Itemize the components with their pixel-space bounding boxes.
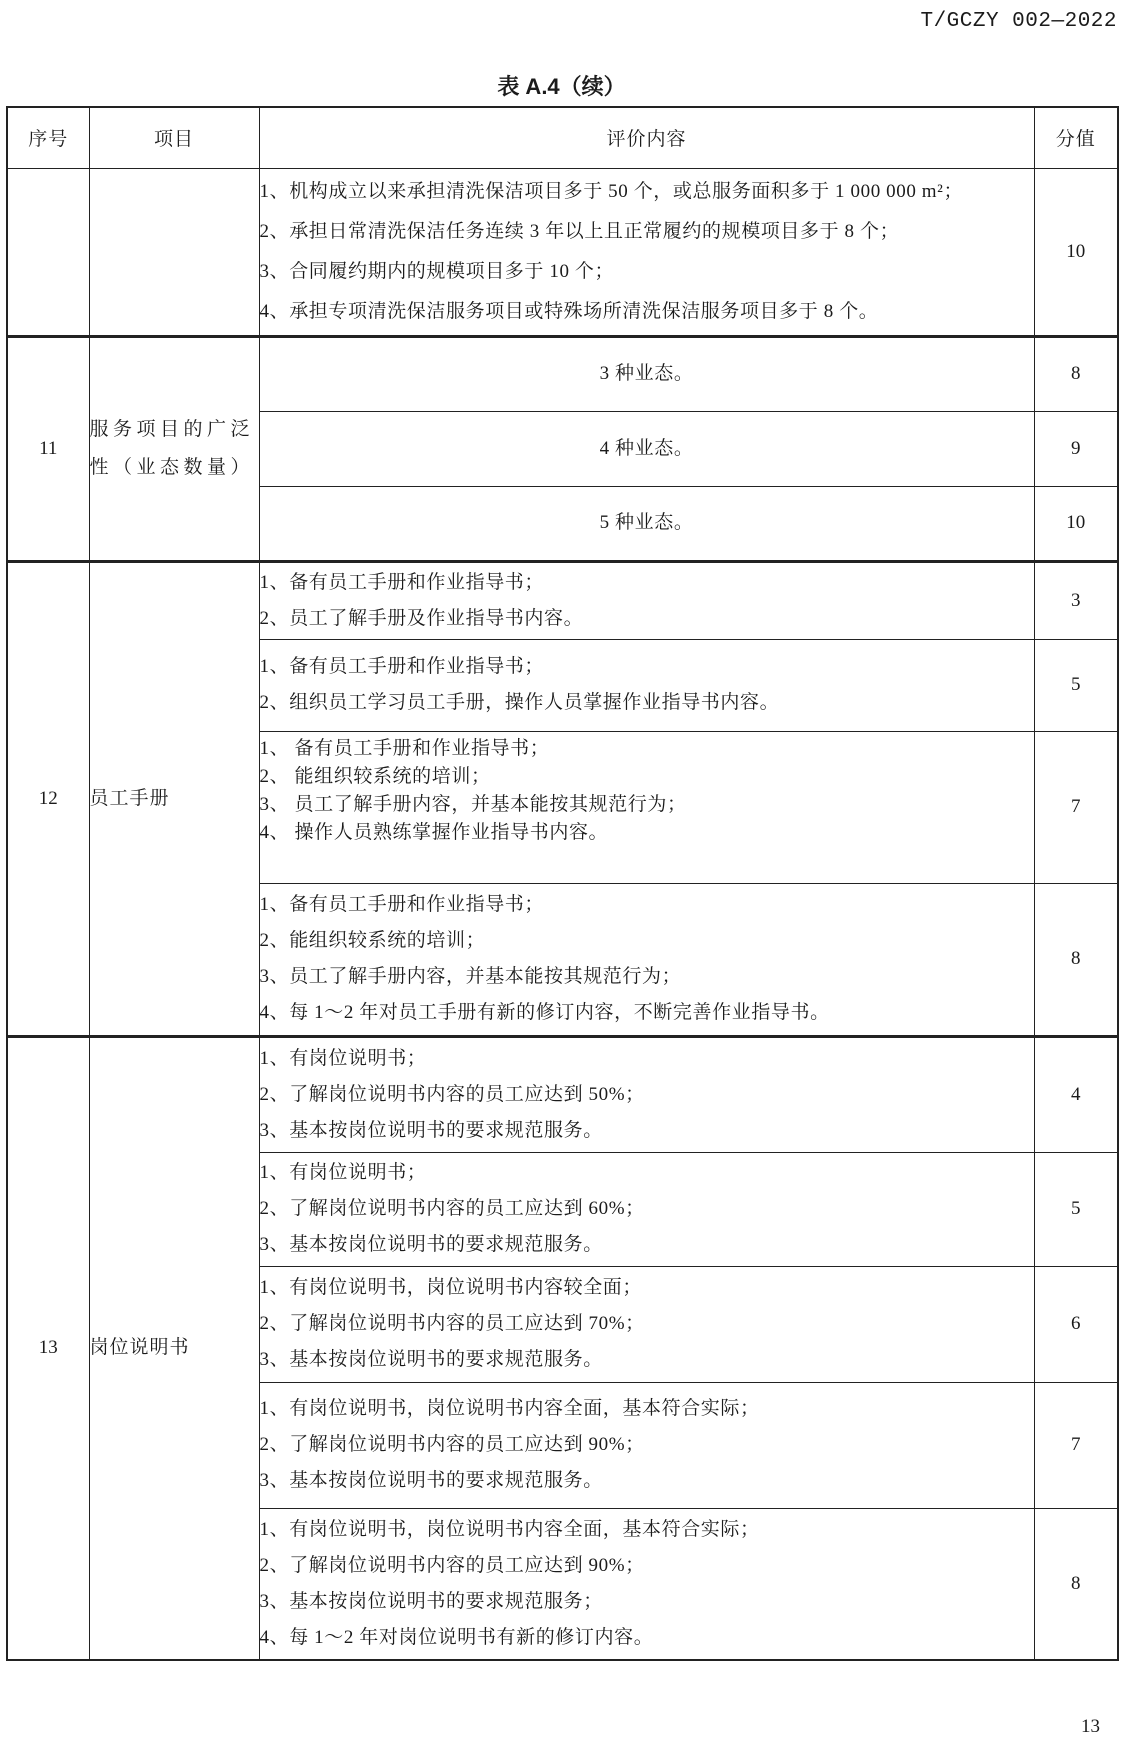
score-cell: 4 <box>1034 1036 1118 1152</box>
content-cell <box>259 1152 1034 1266</box>
table-row <box>7 168 1118 336</box>
content-line: 5 种业态。 <box>599 512 694 533</box>
score-cell: 7 <box>1034 731 1118 883</box>
item-cell: 服务项目的广泛性（业态数量） <box>89 336 259 561</box>
no-cell: 13 <box>7 1036 89 1660</box>
content-cell <box>259 1382 1034 1508</box>
col-header-no: 序号 <box>7 107 89 168</box>
content-cell <box>259 561 1034 639</box>
item-cell: 岗位说明书 <box>89 1036 259 1660</box>
content-line: 1、备有员工手册和作业指导书； <box>259 656 545 677</box>
content-line: 3 种业态。 <box>599 363 694 384</box>
content-line: 1、有岗位说明书，岗位说明书内容全面，基本符合实际； <box>259 1518 760 1540</box>
score-cell: 8 <box>1034 1508 1118 1660</box>
score-cell: 3 <box>1034 561 1118 639</box>
document-id: T/GCZY 002—2022 <box>920 10 1117 33</box>
content-cell <box>259 639 1034 731</box>
content-line: 1、备有员工手册和作业指导书； <box>259 571 545 593</box>
col-header-content: 评价内容 <box>259 107 1034 168</box>
table-header-row <box>7 107 1118 168</box>
table-row <box>7 336 1118 411</box>
table-title: 表 A.4（续） <box>497 74 626 99</box>
score-cell: 8 <box>1034 883 1118 1036</box>
score-cell: 7 <box>1034 1382 1118 1508</box>
score-cell: 10 <box>1034 168 1118 336</box>
col-header-item: 项目 <box>89 107 259 168</box>
content-line: 1、 备有员工手册和作业指导书； <box>259 737 550 759</box>
table-row <box>7 561 1118 639</box>
content-cell <box>259 336 1034 411</box>
content-line: 1、有岗位说明书； <box>259 1162 427 1183</box>
content-line: 3、合同履约期内的规模项目多于 10 个； <box>259 260 615 282</box>
content-cell <box>259 1266 1034 1382</box>
content-line: 1、有岗位说明书，岗位说明书内容全面，基本符合实际； <box>259 1398 760 1419</box>
score-cell: 5 <box>1034 1152 1118 1266</box>
content-cell <box>259 1508 1034 1660</box>
col-header-score: 分值 <box>1034 107 1118 168</box>
content-line: 4、每 1～2 年对岗位说明书有新的修订内容。 <box>259 1626 654 1648</box>
content-line: 3、基本按岗位说明书的要求规范服务； <box>259 1590 603 1612</box>
item-cell: 员工手册 <box>89 561 259 1036</box>
content-cell <box>259 1036 1034 1152</box>
content-line: 2、了解岗位说明书内容的员工应达到 50%； <box>259 1083 645 1105</box>
no-cell <box>7 168 89 336</box>
page-number: 13 <box>1081 1716 1100 1737</box>
content-line: 2、了解岗位说明书内容的员工应达到 90%； <box>259 1434 645 1455</box>
content-line: 2、组织员工学习员工手册，操作人员掌握作业指导书内容。 <box>259 692 780 713</box>
content-cell <box>259 883 1034 1036</box>
item-cell <box>89 168 259 336</box>
content-cell <box>259 411 1034 486</box>
content-cell <box>259 486 1034 561</box>
content-line: 4、承担专项清洗保洁服务项目或特殊场所清洗保洁服务项目多于 8 个。 <box>259 300 879 322</box>
no-cell: 12 <box>7 561 89 1036</box>
no-cell: 11 <box>7 336 89 561</box>
content-line: 3、 员工了解手册内容，并基本能按其规范行为； <box>259 793 687 815</box>
content-line: 2、了解岗位说明书内容的员工应达到 90%； <box>259 1554 645 1576</box>
content-line: 2、承担日常清洗保洁任务连续 3 年以上且正常履约的规模项目多于 8 个； <box>259 220 900 242</box>
content-line: 2、 能组织较系统的培训； <box>259 765 491 787</box>
content-line: 2、员工了解手册及作业指导书内容。 <box>259 607 584 629</box>
content-line: 4、每 1～2 年对员工手册有新的修订内容，不断完善作业指导书。 <box>259 1002 830 1023</box>
content-line: 3、基本按岗位说明书的要求规范服务。 <box>259 1470 603 1491</box>
content-line: 2、了解岗位说明书内容的员工应达到 70%； <box>259 1313 645 1334</box>
score-cell: 6 <box>1034 1266 1118 1382</box>
content-line: 3、基本按岗位说明书的要求规范服务。 <box>259 1234 603 1255</box>
content-line: 3、基本按岗位说明书的要求规范服务。 <box>259 1119 603 1141</box>
content-line: 2、能组织较系统的培训； <box>259 930 486 951</box>
content-line: 3、基本按岗位说明书的要求规范服务。 <box>259 1349 603 1370</box>
score-cell: 5 <box>1034 639 1118 731</box>
evaluation-table <box>6 106 1119 1661</box>
content-line: 1、备有员工手册和作业指导书； <box>259 894 545 915</box>
content-line: 4、 操作人员熟练掌握作业指导书内容。 <box>259 821 609 843</box>
content-line: 2、了解岗位说明书内容的员工应达到 60%； <box>259 1198 645 1219</box>
content-line: 1、有岗位说明书； <box>259 1047 427 1069</box>
content-cell <box>259 731 1034 883</box>
table-row <box>7 1036 1118 1152</box>
content-line: 3、员工了解手册内容，并基本能按其规范行为； <box>259 966 682 987</box>
score-cell: 9 <box>1034 411 1118 486</box>
score-cell: 10 <box>1034 486 1118 561</box>
content-line: 1、机构成立以来承担清洗保洁项目多于 50 个，或总服务面积多于 1 000 000 m²； <box>259 180 964 202</box>
score-cell: 8 <box>1034 336 1118 411</box>
content-cell <box>259 168 1034 336</box>
content-line: 4 种业态。 <box>599 437 694 459</box>
content-line: 1、有岗位说明书，岗位说明书内容较全面； <box>259 1277 643 1298</box>
